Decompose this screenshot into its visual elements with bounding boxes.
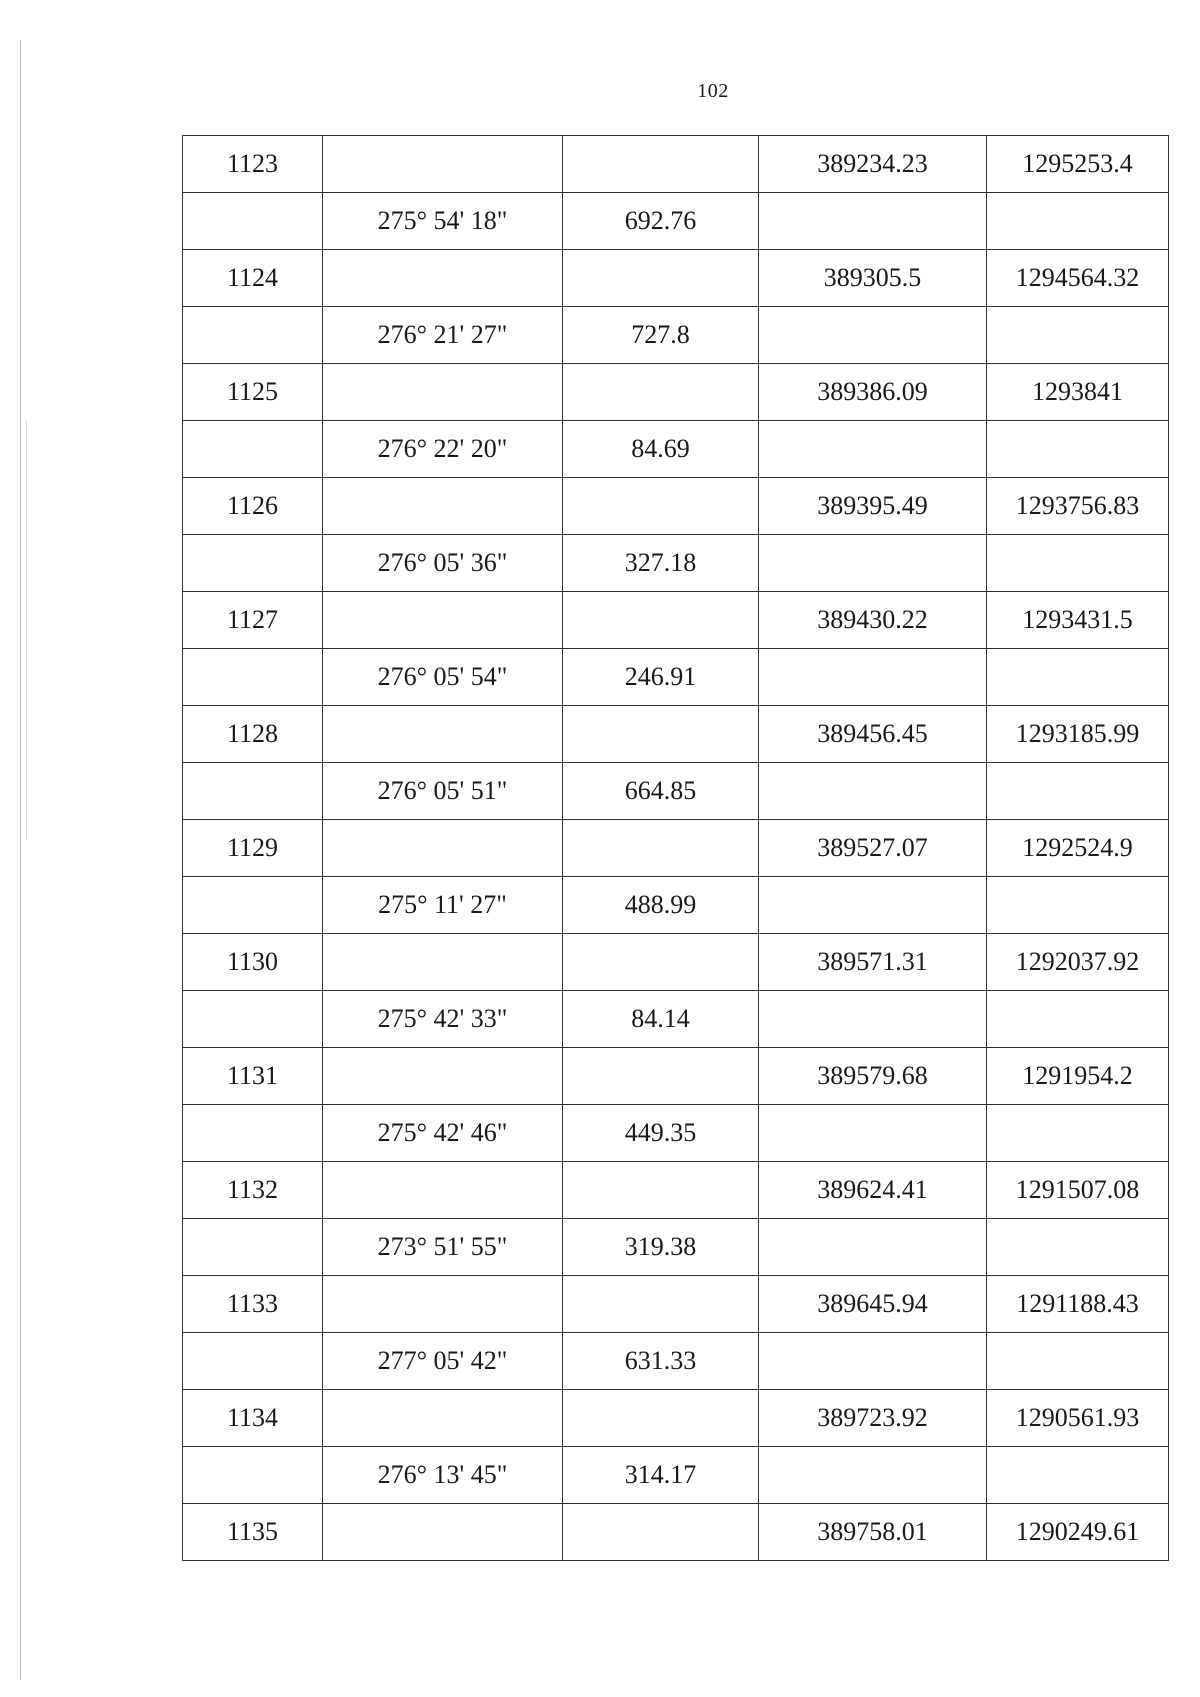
station-cell — [183, 421, 323, 478]
easting-cell: 1292037.92 — [987, 934, 1169, 991]
northing-cell: 389527.07 — [759, 820, 987, 877]
station-cell: 1131 — [183, 1048, 323, 1105]
easting-cell — [987, 535, 1169, 592]
bearing-cell — [323, 820, 563, 877]
distance-cell — [563, 478, 759, 535]
northing-cell: 389430.22 — [759, 592, 987, 649]
station-cell: 1129 — [183, 820, 323, 877]
northing-cell: 389723.92 — [759, 1390, 987, 1447]
table-row — [183, 1504, 1169, 1561]
distance-cell — [563, 1276, 759, 1333]
northing-cell: 389579.68 — [759, 1048, 987, 1105]
easting-cell: 1291507.08 — [987, 1162, 1169, 1219]
station-cell — [183, 535, 323, 592]
table-row — [183, 136, 1169, 193]
scan-edge-line — [20, 40, 21, 1680]
bearing-cell — [323, 1504, 563, 1561]
station-cell — [183, 877, 323, 934]
distance-cell: 692.76 — [563, 193, 759, 250]
distance-cell — [563, 364, 759, 421]
table-row — [183, 1162, 1169, 1219]
northing-cell: 389571.31 — [759, 934, 987, 991]
station-cell — [183, 1105, 323, 1162]
bearing-cell: 275° 42' 33" — [323, 991, 563, 1048]
station-cell: 1134 — [183, 1390, 323, 1447]
bearing-cell: 275° 42' 46" — [323, 1105, 563, 1162]
bearing-cell — [323, 1048, 563, 1105]
easting-cell — [987, 1219, 1169, 1276]
station-cell — [183, 1219, 323, 1276]
bearing-cell: 276° 21' 27" — [323, 307, 563, 364]
distance-cell — [563, 1390, 759, 1447]
station-cell — [183, 991, 323, 1048]
easting-cell — [987, 1105, 1169, 1162]
station-cell: 1132 — [183, 1162, 323, 1219]
easting-cell — [987, 763, 1169, 820]
distance-cell: 327.18 — [563, 535, 759, 592]
table-row — [183, 307, 1169, 364]
station-cell: 1133 — [183, 1276, 323, 1333]
bearing-cell — [323, 478, 563, 535]
table-row — [183, 421, 1169, 478]
easting-cell — [987, 421, 1169, 478]
station-cell: 1125 — [183, 364, 323, 421]
bearing-cell — [323, 1162, 563, 1219]
station-cell — [183, 1333, 323, 1390]
table-row — [183, 364, 1169, 421]
distance-cell: 84.69 — [563, 421, 759, 478]
station-cell — [183, 649, 323, 706]
coordinate-table — [182, 135, 1169, 1561]
northing-cell — [759, 991, 987, 1048]
bearing-cell: 276° 22' 20" — [323, 421, 563, 478]
northing-cell: 389456.45 — [759, 706, 987, 763]
bearing-cell: 276° 13' 45" — [323, 1447, 563, 1504]
easting-cell — [987, 1447, 1169, 1504]
northing-cell: 389758.01 — [759, 1504, 987, 1561]
bearing-cell: 277° 05' 42" — [323, 1333, 563, 1390]
easting-cell: 1291954.2 — [987, 1048, 1169, 1105]
distance-cell: 727.8 — [563, 307, 759, 364]
distance-cell — [563, 250, 759, 307]
bearing-cell: 276° 05' 36" — [323, 535, 563, 592]
easting-cell: 1293756.83 — [987, 478, 1169, 535]
easting-cell — [987, 991, 1169, 1048]
northing-cell: 389305.5 — [759, 250, 987, 307]
northing-cell: 389234.23 — [759, 136, 987, 193]
station-cell: 1127 — [183, 592, 323, 649]
table-row — [183, 592, 1169, 649]
easting-cell: 1295253.4 — [987, 136, 1169, 193]
station-cell — [183, 1447, 323, 1504]
northing-cell — [759, 649, 987, 706]
coordinate-table-body — [183, 136, 1169, 1561]
northing-cell: 389395.49 — [759, 478, 987, 535]
table-row — [183, 193, 1169, 250]
table-row — [183, 706, 1169, 763]
northing-cell — [759, 421, 987, 478]
northing-cell — [759, 1105, 987, 1162]
easting-cell: 1294564.32 — [987, 250, 1169, 307]
table-row — [183, 1276, 1169, 1333]
distance-cell: 631.33 — [563, 1333, 759, 1390]
table-row — [183, 649, 1169, 706]
easting-cell — [987, 193, 1169, 250]
northing-cell — [759, 193, 987, 250]
distance-cell — [563, 1504, 759, 1561]
table-row — [183, 820, 1169, 877]
easting-cell: 1293431.5 — [987, 592, 1169, 649]
bearing-cell — [323, 364, 563, 421]
bearing-cell: 276° 05' 54" — [323, 649, 563, 706]
distance-cell: 449.35 — [563, 1105, 759, 1162]
easting-cell — [987, 649, 1169, 706]
page-number: 102 — [697, 80, 729, 102]
table-row — [183, 763, 1169, 820]
station-cell: 1124 — [183, 250, 323, 307]
station-cell: 1123 — [183, 136, 323, 193]
table-row — [183, 1105, 1169, 1162]
station-cell — [183, 763, 323, 820]
station-cell: 1135 — [183, 1504, 323, 1561]
distance-cell: 84.14 — [563, 991, 759, 1048]
scan-edge-line — [26, 420, 27, 840]
northing-cell: 389645.94 — [759, 1276, 987, 1333]
northing-cell — [759, 1447, 987, 1504]
table-row — [183, 1048, 1169, 1105]
distance-cell — [563, 1162, 759, 1219]
station-cell: 1126 — [183, 478, 323, 535]
easting-cell: 1293185.99 — [987, 706, 1169, 763]
easting-cell — [987, 1333, 1169, 1390]
distance-cell — [563, 706, 759, 763]
northing-cell — [759, 535, 987, 592]
table-row — [183, 1390, 1169, 1447]
bearing-cell: 276° 05' 51" — [323, 763, 563, 820]
station-cell — [183, 193, 323, 250]
bearing-cell — [323, 1276, 563, 1333]
bearing-cell — [323, 136, 563, 193]
station-cell: 1128 — [183, 706, 323, 763]
easting-cell: 1292524.9 — [987, 820, 1169, 877]
bearing-cell: 275° 54' 18" — [323, 193, 563, 250]
northing-cell — [759, 1333, 987, 1390]
station-cell: 1130 — [183, 934, 323, 991]
table-row — [183, 478, 1169, 535]
table-row — [183, 991, 1169, 1048]
distance-cell: 319.38 — [563, 1219, 759, 1276]
table-row — [183, 250, 1169, 307]
table-row — [183, 1219, 1169, 1276]
bearing-cell — [323, 1390, 563, 1447]
distance-cell — [563, 934, 759, 991]
easting-cell: 1293841 — [987, 364, 1169, 421]
bearing-cell: 275° 11' 27" — [323, 877, 563, 934]
easting-cell: 1291188.43 — [987, 1276, 1169, 1333]
distance-cell — [563, 1048, 759, 1105]
northing-cell — [759, 307, 987, 364]
northing-cell: 389624.41 — [759, 1162, 987, 1219]
bearing-cell: 273° 51' 55" — [323, 1219, 563, 1276]
northing-cell — [759, 877, 987, 934]
table-row — [183, 877, 1169, 934]
table-row — [183, 535, 1169, 592]
distance-cell — [563, 592, 759, 649]
distance-cell — [563, 136, 759, 193]
table-row — [183, 1333, 1169, 1390]
bearing-cell — [323, 706, 563, 763]
distance-cell: 314.17 — [563, 1447, 759, 1504]
bearing-cell — [323, 592, 563, 649]
northing-cell — [759, 1219, 987, 1276]
distance-cell — [563, 820, 759, 877]
distance-cell: 664.85 — [563, 763, 759, 820]
easting-cell: 1290561.93 — [987, 1390, 1169, 1447]
northing-cell — [759, 763, 987, 820]
northing-cell: 389386.09 — [759, 364, 987, 421]
distance-cell: 246.91 — [563, 649, 759, 706]
bearing-cell — [323, 934, 563, 991]
easting-cell: 1290249.61 — [987, 1504, 1169, 1561]
station-cell — [183, 307, 323, 364]
bearing-cell — [323, 250, 563, 307]
table-row — [183, 934, 1169, 991]
easting-cell — [987, 877, 1169, 934]
easting-cell — [987, 307, 1169, 364]
distance-cell: 488.99 — [563, 877, 759, 934]
table-row — [183, 1447, 1169, 1504]
